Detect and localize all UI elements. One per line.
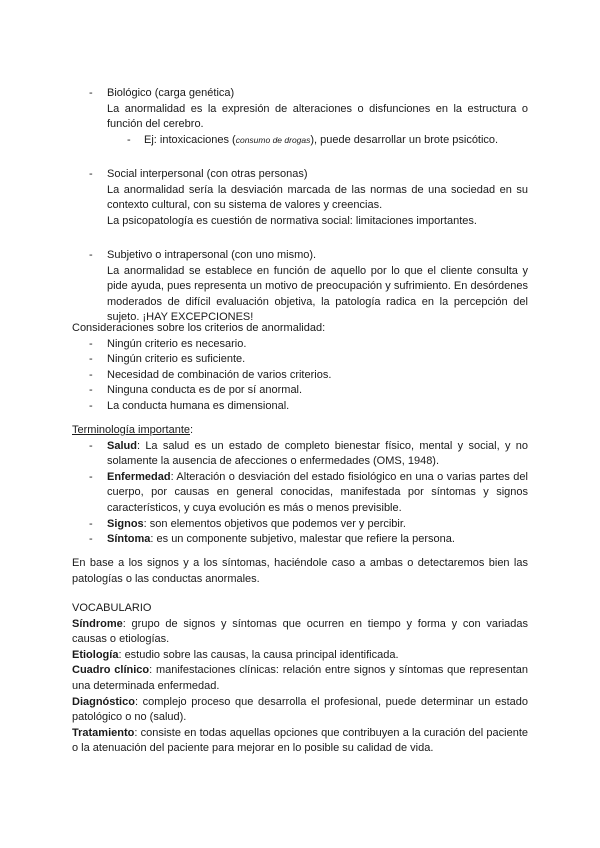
criterion-title: Social interpersonal (con otras personas) — [107, 167, 308, 180]
list-item: - Necesidad de combinación de varios criterios. — [89, 368, 332, 381]
term: Enfermedad — [107, 470, 171, 483]
example-small-text: consumo de drogas — [235, 134, 311, 145]
list-item: - Enfermedad: Alteración o desviación del estado fisiológico en una o varias partes del cuerpo, por causas en general conocidas, manifestada por síntomas y signos característicos, y cuya evolución es más o menos previsible. — [89, 470, 528, 514]
criterion-body: La anormalidad se establece en función de aquello por lo que el cliente consulta y pide ayuda, pues representa un motivo de preocupación y sufrimiento. En desórdenes moderados de difícil evaluación objetiva, la patología radica en la percepción del sujeto. ¡HAY EXCEPCIONES! — [107, 264, 528, 324]
vocab-item: Síndrome: grupo de signos y síntomas que ocurren en tiempo y forma y con variadas causas o etiologías. — [72, 617, 528, 646]
vocab-item: Diagnóstico: complejo proceso que desarrolla el profesional, puede determinar un estado patológico o no (salud). — [72, 695, 528, 724]
vocab-item: Etiología: estudio sobre las causas, la causa principal identificada. — [72, 648, 399, 661]
criterion-body: La anormalidad sería la desviación marcada de las normas de una sociedad en su contexto cultural, con su sistema de valores y creencias. — [107, 183, 528, 212]
term: Salud — [107, 439, 137, 452]
considerations-section — [72, 321, 528, 415]
criteria-section — [72, 86, 528, 326]
terminology-heading: Terminología importante: — [72, 424, 194, 436]
criterion-note: La psicopatología es cuestión de normativa social: limitaciones importantes. — [107, 214, 477, 227]
bullet-dash: - — [89, 87, 93, 99]
considerations-heading: Consideraciones sobre los criterios de anormalidad: — [72, 322, 326, 334]
list-item: - Salud: La salud es un estado de completo bienestar físico, mental y social, y no solamente la ausencia de afecciones o enfermedades (OMS, 1948). — [89, 439, 528, 468]
term: Síntoma — [107, 533, 151, 546]
bullet-dash: - — [127, 133, 131, 146]
list-item: - Ninguna conducta es de por sí anormal. — [89, 384, 303, 397]
vocab-item: Cuadro clínico: manifestaciones clínicas: relación entre signos y síntomas que representan una determinada enfermedad. — [72, 664, 528, 692]
list-item: - Ningún criterio es necesario. — [89, 337, 247, 350]
criterion-example — [72, 133, 528, 149]
term: Signos — [107, 517, 144, 530]
summary-paragraph: En base a los signos y a los síntomas, haciéndole caso a ambas o detectaremos bien las patologías o las conductas anormales. — [72, 557, 528, 585]
criterion-biological — [72, 86, 528, 148]
list-item: - La conducta humana es dimensional. — [89, 399, 290, 412]
bullet-dash: - — [89, 167, 93, 180]
bullet-dash: - — [89, 248, 93, 261]
vocabulary-section — [72, 601, 528, 757]
criterion-body: La anormalidad es la expresión de alteraciones o disfunciones en la estructura o función del cerebro. — [107, 102, 528, 131]
list-item: - Síntoma: es un componente subjetivo, malestar que refiere la persona. — [89, 533, 455, 546]
criterion-title: Subjetivo o intrapersonal (con uno mismo). — [107, 248, 317, 261]
vocab-item: Tratamiento: consiste en todas aquellas opciones que contribuyen a la curación del paciente o la atenuación del paciente para mejorar en lo posible su calidad de vida. — [72, 726, 528, 755]
vocabulary-heading: VOCABULARIO — [72, 602, 152, 614]
list-item: - Signos: son elementos objetivos que podemos ver y percibir. — [89, 517, 406, 530]
criterion-social — [72, 167, 528, 229]
terminology-section — [72, 423, 528, 548]
criterion-subjective — [72, 248, 528, 326]
list-item: - Ningún criterio es suficiente. — [89, 353, 246, 366]
example-text: Ej: intoxicaciones (consumo de drogas), puede desarrollar un brote psicótico. — [144, 133, 499, 146]
criterion-title: Biológico (carga genética) — [107, 87, 235, 99]
